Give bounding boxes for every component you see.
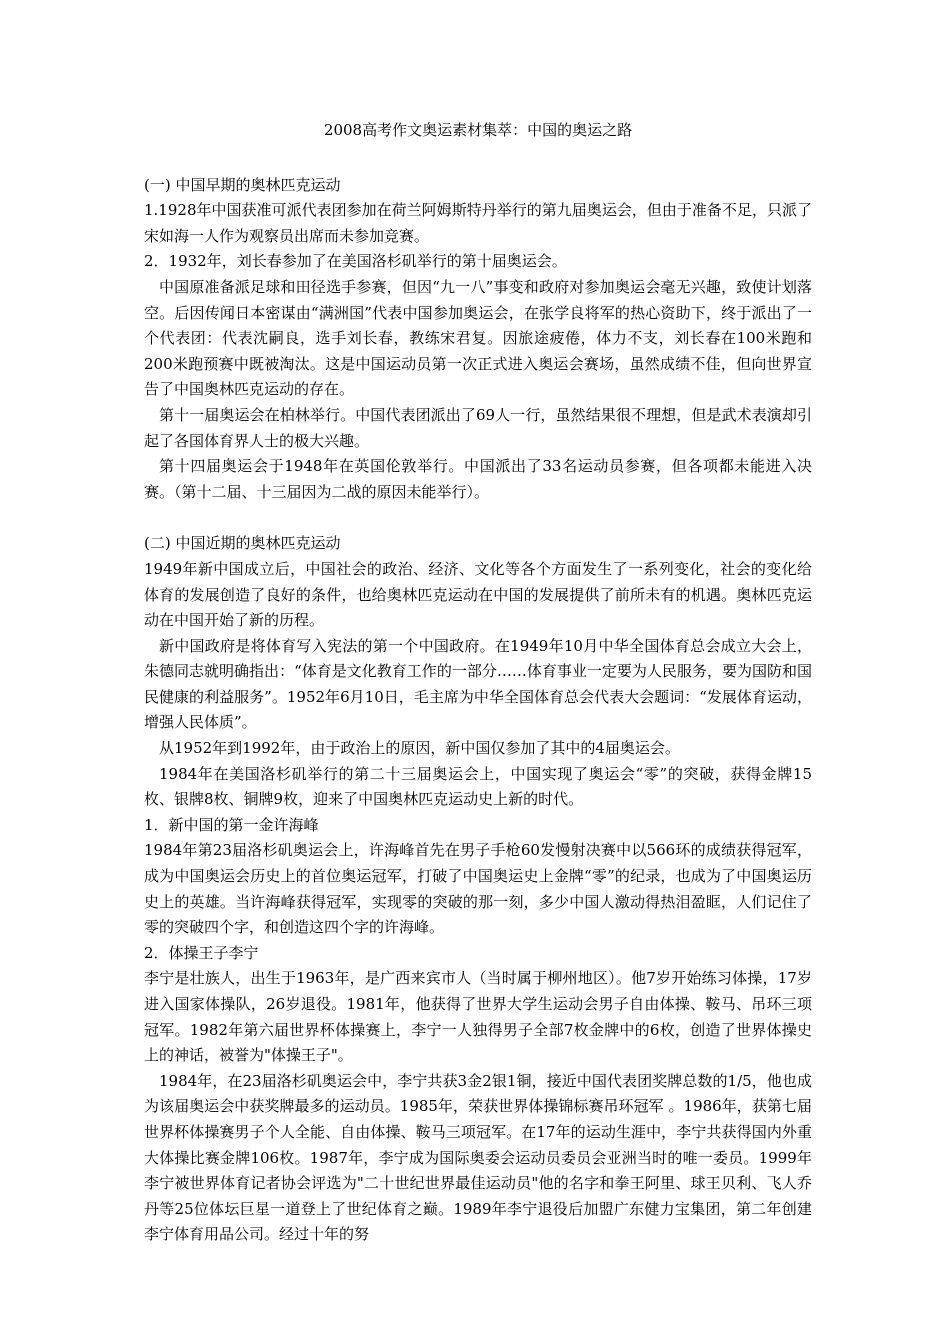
paragraph: 从1952年到1992年，由于政治上的原因，新中国仅参加了其中的4届奥运会。 (159, 739, 680, 758)
paragraph: 1949年新中国成立后，中国社会的政治、经济、文化等各个方面发生了一系列变化，社会的变化给体育的发展创造了良好的条件，也给奥林匹克运动在中国的发展提供了前所未有的机遇。奥林匹克运动在中国开始了新的历程。 (144, 559, 812, 630)
paragraph: 1984年第23届洛杉矶奥运会上，许海峰首先在男子手枪60发慢射决赛中以566环的成绩获得冠军，成为中国奥运会历史上的首位奥运冠军，打破了中国奥运史上金牌“零”的纪录，也成为了中国奥运历史上的英雄。当许海峰获得冠军，实现零的突破的那一刻，多少中国人激动得热泪盈眶，人们记住了零的突破四个字，和创造这四个字的许海峰。 (144, 841, 812, 937)
document-title: 2008高考作文奥运素材集萃：中国的奥运之路 (323, 121, 633, 139)
paragraph: 1984年在美国洛杉矶举行的第二十三届奥运会上，中国实现了奥运会“零”的突破，获得金牌15枚、银牌8枚、铜牌9枚，迎来了中国奥林匹克运动史上新的时代。 (144, 764, 812, 809)
paragraph: 李宁是壮族人，出生于1963年，是广西来宾市人（当时属于柳州地区）。他7岁开始练习体操，17岁进入国家体操队，26岁退役。1981年，他获得了世界大学生运动会男子自由体操、鞍马、吊环三项冠军。1982年第六届世界杯体操赛上，李宁一人独得男子全部7枚金牌中的6枚，创造了世界体操史上的神话，被誉为"体操王子"。 (144, 969, 812, 1065)
spacer (144, 505, 812, 531)
subheading-xu-haifeng: 1．新中国的第一金许海峰 (144, 815, 319, 834)
subheading-li-ning: 2．体操王子李宁 (144, 943, 259, 962)
paragraph: 中国原准备派足球和田径选手参赛，但因“九一八”事变和政府对参加奥运会毫无兴趣，致使计划落空。后因传闻日本密谋由“满洲国”代表中国参加奥运会，在张学良将军的热心资助下，终于派出了一个代表团：代表沈嗣良，选手刘长春，教练宋君复。因旅途疲倦，体力不支，刘长春在100米跑和200米跑预赛中既被淘汰。这是中国运动员第一次正式进入奥运会赛场，虽然成绩不佳，但向世界宣告了中国奥林匹克运动的存在。 (144, 277, 812, 399)
section-heading-recent: (二) 中国近期的奥林匹克运动 (144, 534, 341, 553)
paragraph: 新中国政府是将体育写入宪法的第一个中国政府。在1949年10月中华全国体育总会成立大会上，朱德同志就明确指出：“体育是文化教育工作的一部分……体育事业一定要为人民服务，要为国防和国民健康的利益服务”。1952年6月10日，毛主席为中华全国体育总会代表大会题词：“发展体育运动，增强人民体质”。 (144, 636, 812, 732)
document-page (144, 118, 812, 1248)
paragraph: 1984年，在23届洛杉矶奥运会中，李宁共获3金2银1铜，接近中国代表团奖牌总数的1/5，他也成为该届奥运会中获奖牌最多的运动员。1985年，荣获世界体操锦标赛吊环冠军 。1986年，获第七届世界杯体操赛男子个人全能、自由体操、鞍马三项冠军。在17年的运动生涯中，李宁共获得国内外重大体操比赛金牌106枚。1987年，李宁成为国际奥委会运动员委员会亚洲当时的唯一委员。1999年李宁被世界体育记者协会评选为"二十世纪世界最佳运动员"他的名字和拳王阿里、球王贝利、飞人乔丹等25位体坛巨星一道登上了世纪体育之巅。1989年李宁退役后加盟广东健力宝集团，第二年创建李宁体育用品公司。经过十年的努 (144, 1071, 812, 1244)
paragraph: 1.1928年中国获准可派代表团参加在荷兰阿姆斯特丹举行的第九届奥运会，但由于准备不足，只派了宋如海一人作为观察员出席而未参加竞赛。 (144, 201, 812, 245)
paragraph: 第十四届奥运会于1948年在英国伦敦举行。中国派出了33名运动员参赛，但各项都未能进入决赛。（第十二届、十三届因为二战的原因未能举行）。 (144, 457, 812, 501)
paragraph: 第十一届奥运会在柏林举行。中国代表团派出了69人一行，虽然结果很不理想，但是武术表演却引起了各国体育界人士的极大兴趣。 (144, 405, 812, 450)
paragraph: 2．1932年，刘长春参加了在美国洛杉矶举行的第十届奥运会。 (144, 252, 567, 271)
section-heading-early: (一) 中国早期的奥林匹克运动 (144, 175, 341, 194)
